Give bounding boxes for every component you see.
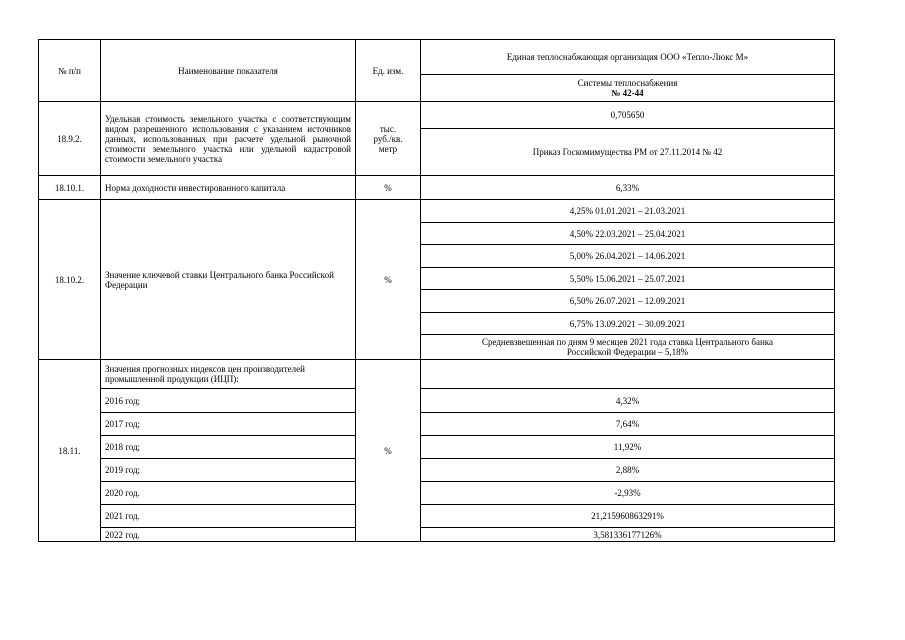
header-systems-line2: № 42-44 xyxy=(611,88,644,98)
key-rate-period: 6,75% 13.09.2021 – 30.09.2021 xyxy=(421,313,835,335)
row-18-10-1-unit: % xyxy=(356,176,421,200)
key-rate-weighted xyxy=(421,335,835,360)
ipc-year-value: 2,88% xyxy=(421,459,835,482)
ipc-year-label: 2016 год; xyxy=(101,389,356,413)
key-rate-period: 6,50% 26.07.2021 – 12.09.2021 xyxy=(421,290,835,313)
ipc-year-label: 2020 год. xyxy=(101,482,356,505)
header-org: Единая теплоснабжающая организация ООО «Тепло-Люкс М» xyxy=(421,40,835,75)
row-18-9-2-unit-line1: тыс. xyxy=(379,123,397,134)
indicators-table xyxy=(38,39,835,542)
ipc-year-value: 21,215960863291% xyxy=(421,505,835,528)
row-18-9-2-unit-line3: метр xyxy=(378,143,398,154)
ipc-year-value: 7,64% xyxy=(421,413,835,436)
key-rate-period: 5,50% 15.06.2021 – 25.07.2021 xyxy=(421,268,835,290)
row-18-11-num: 18.11. xyxy=(39,360,101,542)
key-rate-weighted-line2: Российской Федерации – 5,18% xyxy=(566,347,689,357)
ipc-year-label: 2022 год. xyxy=(101,528,356,542)
ipc-year-value: -2,93% xyxy=(421,482,835,505)
key-rate-weighted-line1: Средневзвешенная по дням 9 месяцев 2021 года ставка Центрального банка xyxy=(481,337,774,347)
header-systems-line1: Системы теплоснабжения xyxy=(577,78,678,88)
row-18-9-2-num: 18.9.2. xyxy=(39,102,101,176)
ipc-year-label: 2021 год. xyxy=(101,505,356,528)
row-18-11-name-value xyxy=(421,360,835,389)
row-18-10-2-name: Значение ключевой ставки Центрального банка Российской Федерации xyxy=(101,200,356,360)
key-rate-period: 4,50% 22.03.2021 – 25.04.2021 xyxy=(421,223,835,245)
row-18-9-2-unit xyxy=(356,102,421,176)
row-18-9-2-name: Удельная стоимость земельного участка с соответствующим видом разрешенного использования с указанием источников данных, использованных при расчете удельной рыночной стоимости земельного участка или удельной кадастровой стоимости земельного участка xyxy=(101,102,356,176)
row-18-9-2-value: 0,705650 xyxy=(421,102,835,129)
row-18-10-1-name: Норма доходности инвестированного капитала xyxy=(101,176,356,200)
row-18-10-1-value: 6,33% xyxy=(421,176,835,200)
row-18-11-unit: % xyxy=(356,360,421,542)
row-18-10-2-unit: % xyxy=(356,200,421,360)
header-systems xyxy=(421,75,835,102)
ipc-year-label: 2017 год; xyxy=(101,413,356,436)
row-18-9-2-unit-line2: руб./кв. xyxy=(373,133,403,144)
key-rate-period: 5,00% 26.04.2021 – 14.06.2021 xyxy=(421,245,835,268)
row-18-10-2-num: 18.10.2. xyxy=(39,200,101,360)
ipc-year-label: 2018 год; xyxy=(101,436,356,459)
header-num: № п/п xyxy=(39,40,101,102)
row-18-10-1-num: 18.10.1. xyxy=(39,176,101,200)
ipc-year-label: 2019 год; xyxy=(101,459,356,482)
ipc-year-value: 3,581336177126% xyxy=(421,528,835,542)
row-18-11-name: Значения прогнозных индексов цен производителей промышленной продукции (ИЦП): xyxy=(101,360,356,389)
header-unit: Ед. изм. xyxy=(356,40,421,102)
row-18-9-2-source: Приказ Госкомимущества РМ от 27.11.2014 № 42 xyxy=(421,129,835,176)
header-name: Наименование показателя xyxy=(101,40,356,102)
ipc-year-value: 4,32% xyxy=(421,389,835,413)
ipc-year-value: 11,92% xyxy=(421,436,835,459)
key-rate-period: 4,25% 01.01.2021 – 21.03.2021 xyxy=(421,200,835,223)
